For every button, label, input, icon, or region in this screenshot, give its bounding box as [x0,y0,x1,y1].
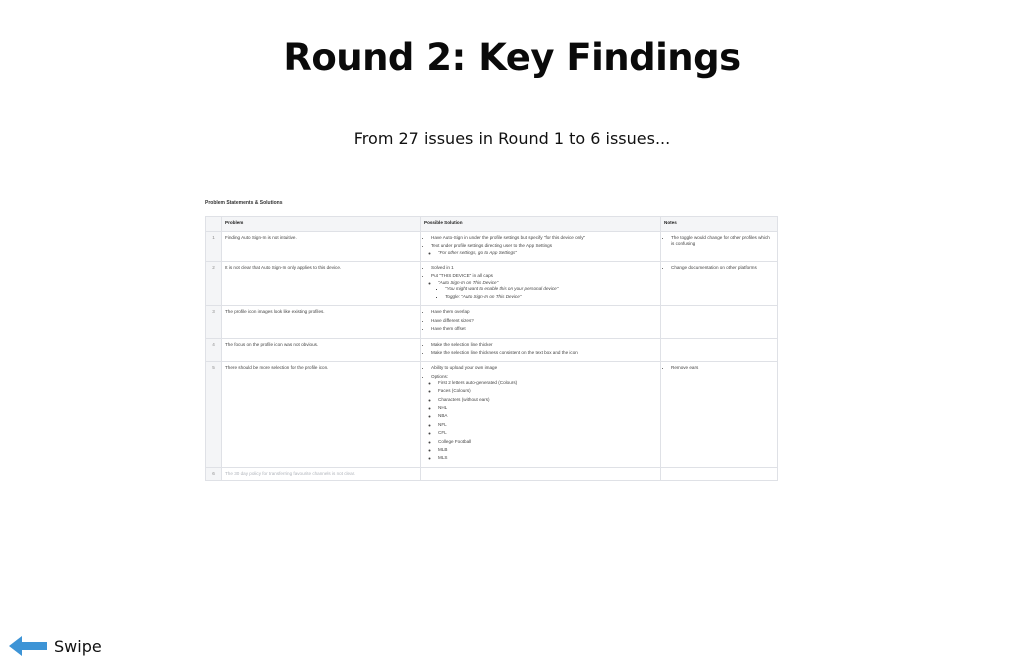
problem-cell: The profile icon images look like existing profiles. [222,306,421,338]
solution-item: • Have different sizes? [431,318,657,324]
table-row [206,261,778,306]
row-number: 2 [206,261,222,306]
solution-subitem-text: "Auto Sign-In on This Device" [438,279,499,285]
solution-subitem: ◦ Characters (without ears) [438,397,657,403]
solution-item-text: Put "THIS DEVICE" in all caps [431,273,493,279]
solution-subsubitem [445,286,657,292]
solution-cell [421,467,661,480]
table-row [206,362,778,467]
solution-item: • Solved in 1 [431,265,657,271]
solution-subsubitem-text: Toggle: "Auto Sign-In on This Device" [445,294,522,300]
table-row [206,467,778,480]
header-problem: Problem [222,217,421,232]
solution-item: • Make the selection line thickness consistent on the text box and the icon [431,350,657,356]
solution-item [431,374,657,462]
note-item: • The toggle would change for other profiles which is confusing [671,235,774,247]
solution-subitem: ◦ MLS [438,455,657,461]
solution-item: • Make the selection line thicker [431,342,657,348]
notes-cell [661,261,778,306]
note-item: • Remove ears [671,365,774,371]
solution-cell [421,362,661,467]
table-header-row [206,217,778,232]
problem-cell: It is not clear that Auto Sign-In only applies to this device. [222,261,421,306]
solution-subitem: ◦ CFL [438,430,657,436]
findings-table [205,216,778,481]
note-item: • Change documentation on other platforms [671,265,774,271]
notes-cell [661,338,778,362]
solution-subsubitem [445,294,657,300]
problem-cell: The focus on the profile icon was not obvious. [222,338,421,362]
solution-subitem: ◦ First 2 letters auto-generated (Colours) [438,380,657,386]
solution-cell [421,261,661,306]
solution-cell [421,306,661,338]
solution-subitem: ◦ Faces (Colours) [438,388,657,394]
solution-subitem [438,280,657,301]
notes-cell [661,232,778,262]
row-number: 1 [206,232,222,262]
problem-cell: There should be more selection for the profile icon. [222,362,421,467]
swipe-label: Swipe [54,636,102,656]
solution-item-text: Text under profile settings directing user to the App Settings [431,243,553,249]
solution-item-text: Options: [431,373,449,379]
solution-subitem: ◦ College Football [438,439,657,445]
notes-cell [661,362,778,467]
solution-subitem-text: "For other settings, go to App Settings" [438,249,517,255]
solution-item [431,243,657,255]
row-number: 4 [206,338,222,362]
solution-item: • Ability to upload your own image [431,365,657,371]
swipe-hint[interactable] [9,634,102,658]
solution-subitem [438,250,657,256]
table-caption: Problem Statements & Solutions [205,200,283,206]
solution-subitem: ◦ MLB [438,447,657,453]
problem-cell: Finding Auto Sign-In is not intuitive. [222,232,421,262]
notes-cell [661,306,778,338]
solution-item [431,273,657,300]
solution-cell [421,232,661,262]
header-num [206,217,222,232]
table-row [206,232,778,262]
solution-cell [421,338,661,362]
slide-subtitle: From 27 issues in Round 1 to 6 issues... [353,129,671,148]
table-row [206,306,778,338]
solution-item: • Have them overlap [431,309,657,315]
solution-item: • Have them offset [431,326,657,332]
solution-subitem: ◦ NFL [438,422,657,428]
left-arrow-icon [9,634,47,658]
row-number: 5 [206,362,222,467]
row-number: 3 [206,306,222,338]
notes-cell [661,467,778,480]
problem-cell: The 30 day policy for transferring favourite channels is not clear. [222,467,421,480]
table-row [206,338,778,362]
solution-subsubitem-text: "You might want to enable this on your personal device" [445,285,559,291]
solution-subitem: ◦ NBA [438,413,657,419]
slide-title: Round 2: Key Findings [283,36,741,79]
solution-item: • Have Auto-Sign in under the profile settings but specify "for this device only" [431,235,657,241]
header-solution: Possible Solution [421,217,661,232]
header-notes: Notes [661,217,778,232]
row-number: 6 [206,467,222,480]
solution-subitem: ◦ NHL [438,405,657,411]
